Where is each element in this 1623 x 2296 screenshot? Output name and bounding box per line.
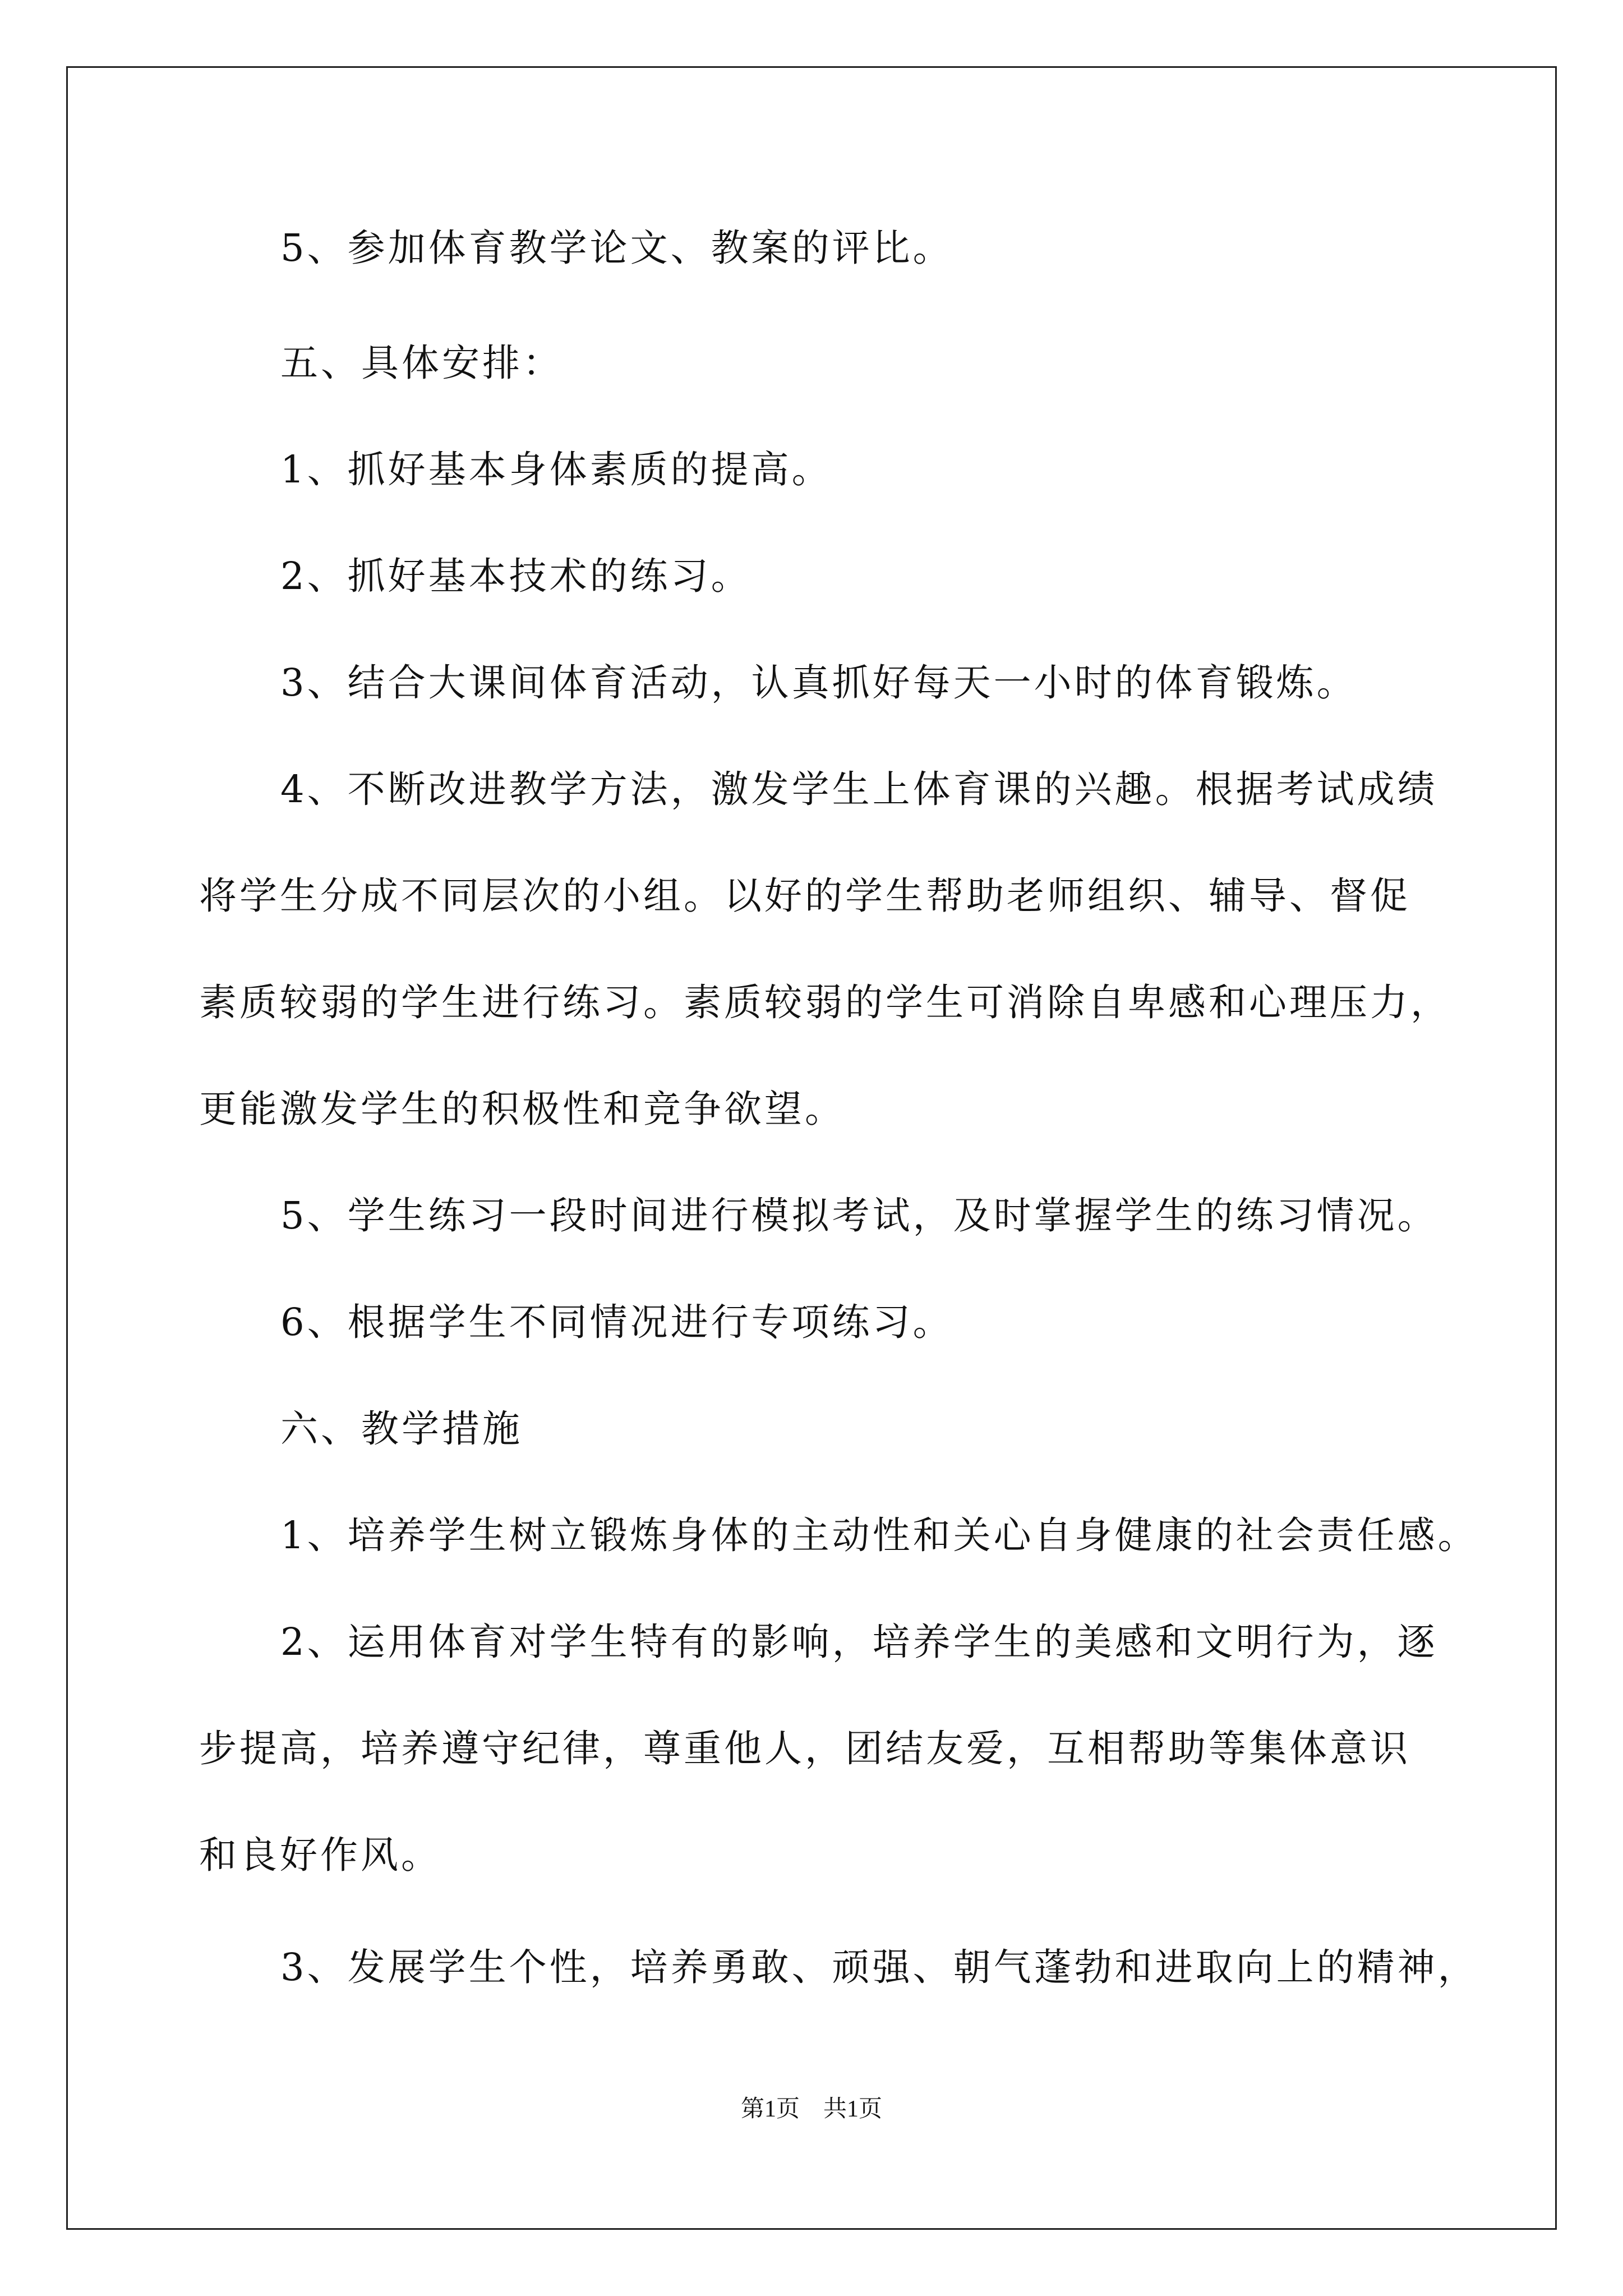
paragraph-line: 和良好作风。 (199, 1833, 441, 1877)
paragraph-line: 更能激发学生的积极性和竞争欲望。 (199, 1087, 845, 1131)
paragraph-line: 1、抓好基本身体素质的提高。 (280, 448, 832, 491)
page-number-footer: 第1页 共1页 (740, 2096, 882, 2122)
section-heading: 五、具体安排： (280, 341, 563, 385)
paragraph-line: 素质较弱的学生进行练习。素质较弱的学生可消除自卑感和心理压力， (199, 981, 1451, 1024)
paragraph-line: 将学生分成不同层次的小组。以好的学生帮助老师组织、辅导、督促 (199, 874, 1410, 918)
paragraph-line: 2、运用体育对学生特有的影响，培养学生的美感和文明行为，逐 (280, 1620, 1438, 1664)
paragraph-line: 6、根据学生不同情况进行专项练习。 (280, 1300, 953, 1344)
paragraph-line: 5、学生练习一段时间进行模拟考试，及时掌握学生的练习情况。 (280, 1194, 1438, 1237)
paragraph-line: 1、培养学生树立锻炼身体的主动性和关心自身健康的社会责任感。 (280, 1513, 1478, 1557)
paragraph-line: 3、结合大课间体育活动，认真抓好每天一小时的体育锻炼。 (280, 661, 1357, 705)
section-heading: 六、教学措施 (280, 1407, 523, 1451)
paragraph-line: 步提高，培养遵守纪律，尊重他人，团结友爱，互相帮助等集体意识 (199, 1727, 1410, 1770)
paragraph-line: 3、发展学生个性，培养勇敢、顽强、朝气蓬勃和进取向上的精神， (280, 1945, 1478, 1989)
paragraph-line: 4、不断改进教学方法，激发学生上体育课的兴趣。根据考试成绩 (280, 767, 1438, 811)
paragraph-line: 2、抓好基本技术的练习。 (280, 554, 751, 598)
paragraph-line: 5、参加体育教学论文、教案的评比。 (280, 226, 953, 270)
